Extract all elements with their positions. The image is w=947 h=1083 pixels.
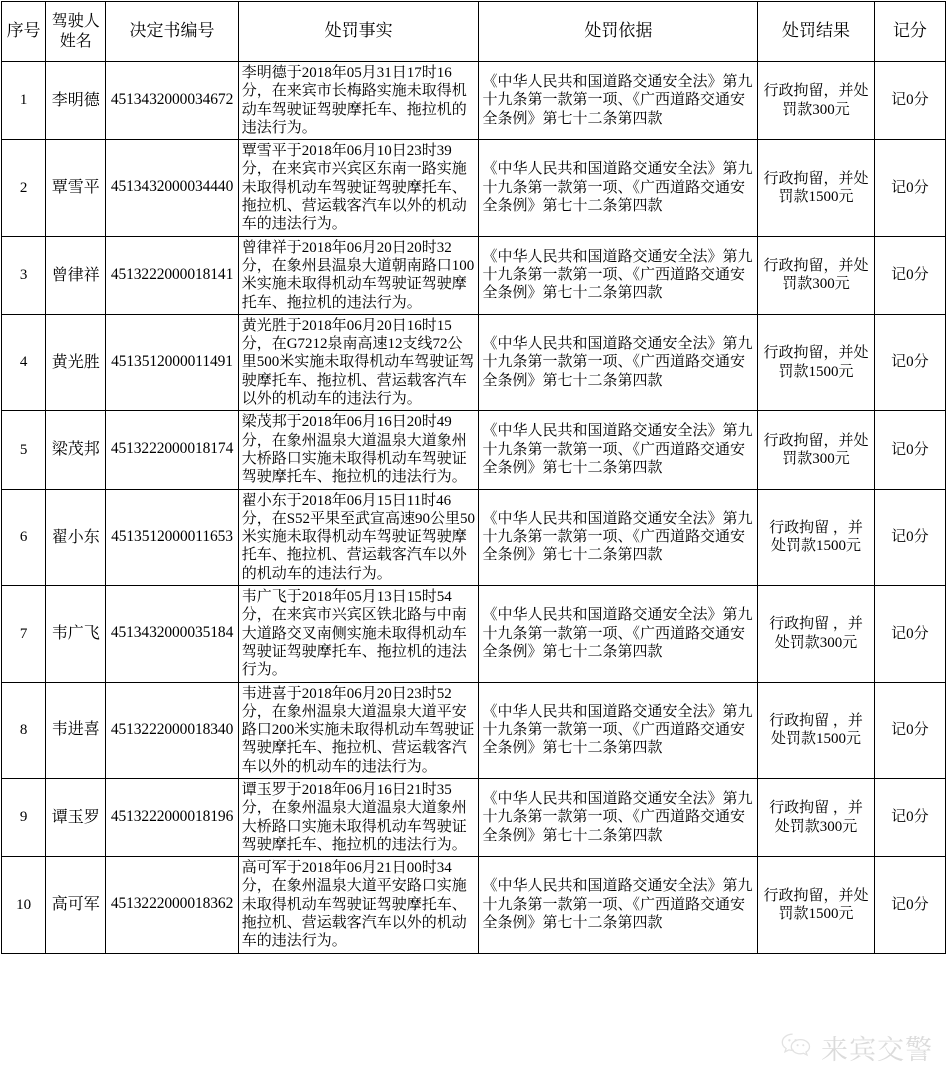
column-header-doc-no: 决定书编号 — [106, 2, 238, 62]
result-line-2: 罚款1500元 — [778, 188, 854, 205]
table-row — [2, 236, 946, 314]
result-line-2: 罚款1500元 — [778, 905, 854, 922]
result-line-2: 罚款300元 — [782, 450, 850, 467]
cell-basis: 《中华人民共和国道路交通安全法》第九十九条第一款第一项、《广西道路交通安全条例》第七十二条第四款 — [479, 682, 758, 778]
table-row — [2, 778, 946, 856]
cell-name: 韦广飞 — [46, 586, 106, 682]
cell-index: 3 — [2, 236, 46, 314]
cell-basis: 《中华人民共和国道路交通安全法》第九十九条第一款第一项、《广西道路交通安全条例》第七十二条第四款 — [479, 236, 758, 314]
cell-score: 记0分 — [874, 489, 945, 585]
cell-fact: 韦进喜于2018年06月20日23时52分，在象州温泉大道温泉大道平安路口200米实施未取得机动车驾驶证驾驶摩托车、拖拉机、营运载客汽车以外的机动车的违法行为。 — [238, 682, 479, 778]
cell-index: 7 — [2, 586, 46, 682]
cell-fact: 覃雪平于2018年06月10日23时39分，在来宾市兴宾区东南一路实施未取得机动车驾驶证驾驶摩托车、拖拉机、营运载客汽车以外的机动车的违法行为。 — [238, 140, 479, 236]
table-header — [2, 2, 946, 62]
cell-name: 黄光胜 — [46, 314, 106, 410]
cell-fact: 李明德于2018年05月31日17时16分，在来宾市长梅路实施未取得机动车驾驶证驾驶摩托车、拖拉机的违法行为。 — [238, 62, 479, 140]
result-line-1: 行政拘留 ，并 — [769, 519, 863, 536]
cell-score: 记0分 — [874, 411, 945, 489]
column-header-name: 驾驶人姓名 — [46, 2, 106, 62]
cell-doc-no: 4513512000011653 — [106, 489, 238, 585]
column-header-basis: 处罚依据 — [479, 2, 758, 62]
cell-result — [758, 778, 874, 856]
cell-index: 1 — [2, 62, 46, 140]
column-header-fact: 处罚事实 — [238, 2, 479, 62]
table-body — [2, 62, 946, 954]
result-line-1: 行政拘留，并处 — [763, 170, 869, 187]
cell-index: 8 — [2, 682, 46, 778]
result-line-1: 行政拘留，并处 — [763, 345, 869, 362]
cell-result — [758, 62, 874, 140]
cell-index: 4 — [2, 314, 46, 410]
result-line-1: 行政拘留，并处 — [763, 887, 869, 904]
column-header-score: 记分 — [874, 2, 945, 62]
table-row — [2, 411, 946, 489]
result-line-1: 行政拘留 ，并 — [769, 800, 863, 817]
cell-basis: 《中华人民共和国道路交通安全法》第九十九条第一款第一项、《广西道路交通安全条例》第七十二条第四款 — [479, 140, 758, 236]
cell-score: 记0分 — [874, 314, 945, 410]
cell-basis: 《中华人民共和国道路交通安全法》第九十九条第一款第一项、《广西道路交通安全条例》第七十二条第四款 — [479, 586, 758, 682]
cell-index: 5 — [2, 411, 46, 489]
cell-result — [758, 489, 874, 585]
cell-name: 梁茂邦 — [46, 411, 106, 489]
cell-fact: 高可军于2018年06月21日00时34分，在象州温泉大道平安路口实施未取得机动车驾驶证驾驶摩托车、拖拉机、营运载客汽车以外的机动车的违法行为。 — [238, 857, 479, 953]
cell-basis: 《中华人民共和国道路交通安全法》第九十九条第一款第一项、《广西道路交通安全条例》第七十二条第四款 — [479, 489, 758, 585]
header-row — [2, 2, 946, 62]
cell-basis: 《中华人民共和国道路交通安全法》第九十九条第一款第一项、《广西道路交通安全条例》第七十二条第四款 — [479, 411, 758, 489]
cell-fact: 梁茂邦于2018年06月16日20时49分，在象州温泉大道温泉大道象州大桥路口实施未取得机动车驾驶证驾驶摩托车、拖拉机的违法行为。 — [238, 411, 479, 489]
cell-fact: 黄光胜于2018年06月20日16时15分，在G7212泉南高速12支线72公里500米实施未取得机动车驾驶证驾驶摩托车、拖拉机、营运载客汽车以外的机动车的违法行为。 — [238, 314, 479, 410]
column-header-result: 处罚结果 — [758, 2, 874, 62]
cell-score: 记0分 — [874, 140, 945, 236]
cell-name: 韦进喜 — [46, 682, 106, 778]
cell-basis: 《中华人民共和国道路交通安全法》第九十九条第一款第一项、《广西道路交通安全条例》第七十二条第四款 — [479, 778, 758, 856]
table-row — [2, 314, 946, 410]
cell-result — [758, 411, 874, 489]
cell-index: 2 — [2, 140, 46, 236]
cell-index: 9 — [2, 778, 46, 856]
wechat-bubbles-icon — [780, 1032, 814, 1063]
table-row — [2, 489, 946, 585]
result-line-1: 行政拘留 ，并 — [769, 712, 863, 729]
cell-index: 10 — [2, 857, 46, 953]
cell-doc-no: 4513432000035184 — [106, 586, 238, 682]
cell-name: 覃雪平 — [46, 140, 106, 236]
result-line-1: 行政拘留，并处 — [763, 432, 869, 449]
cell-score: 记0分 — [874, 778, 945, 856]
table-row — [2, 857, 946, 953]
penalty-table — [1, 1, 946, 954]
cell-doc-no: 4513222000018196 — [106, 778, 238, 856]
cell-name: 谭玉罗 — [46, 778, 106, 856]
cell-doc-no: 4513432000034672 — [106, 62, 238, 140]
cell-score: 记0分 — [874, 586, 945, 682]
cell-doc-no: 4513222000018362 — [106, 857, 238, 953]
cell-doc-no: 4513222000018141 — [106, 236, 238, 314]
cell-basis: 《中华人民共和国道路交通安全法》第九十九条第一款第一项、《广西道路交通安全条例》第七十二条第四款 — [479, 857, 758, 953]
cell-index: 6 — [2, 489, 46, 585]
cell-basis: 《中华人民共和国道路交通安全法》第九十九条第一款第一项、《广西道路交通安全条例》第七十二条第四款 — [479, 62, 758, 140]
column-header-index: 序号 — [2, 2, 46, 62]
result-line-2: 罚款1500元 — [778, 363, 854, 380]
table-row — [2, 682, 946, 778]
cell-result — [758, 140, 874, 236]
table-row — [2, 140, 946, 236]
cell-doc-no: 4513222000018174 — [106, 411, 238, 489]
cell-fact: 翟小东于2018年06月15日11时46分，在S52平果至武宣高速90公里50米实施未取得机动车驾驶证驾驶摩托车、拖拉机、营运载客汽车以外的机动车的违法行为。 — [238, 489, 479, 585]
cell-name: 翟小东 — [46, 489, 106, 585]
cell-name: 李明德 — [46, 62, 106, 140]
cell-fact: 曾律祥于2018年06月20日20时32分，在象州县温泉大道朝南路口100米实施未取得机动车驾驶证驾驶摩托车、拖拉机的违法行为。 — [238, 236, 479, 314]
watermark — [780, 1028, 933, 1067]
result-line-2: 处罚款300元 — [774, 634, 858, 651]
cell-score: 记0分 — [874, 236, 945, 314]
cell-doc-no: 4513512000011491 — [106, 314, 238, 410]
cell-result — [758, 314, 874, 410]
table-row — [2, 586, 946, 682]
cell-basis: 《中华人民共和国道路交通安全法》第九十九条第一款第一项、《广西道路交通安全条例》第七十二条第四款 — [479, 314, 758, 410]
table-row — [2, 62, 946, 140]
cell-fact: 韦广飞于2018年05月13日15时54分，在来宾市兴宾区铁北路与中南大道路交叉南侧实施未取得机动车驾驶证驾驶摩托车、拖拉机的违法行为。 — [238, 586, 479, 682]
cell-name: 高可军 — [46, 857, 106, 953]
result-line-1: 行政拘留，并处 — [763, 83, 869, 100]
cell-result — [758, 857, 874, 953]
result-line-1: 行政拘留 ，并 — [769, 616, 863, 633]
result-line-2: 罚款300元 — [782, 101, 850, 118]
watermark-label: 来宾交警 — [821, 1035, 933, 1065]
cell-result — [758, 236, 874, 314]
cell-score: 记0分 — [874, 682, 945, 778]
result-line-1: 行政拘留，并处 — [763, 257, 869, 274]
cell-doc-no: 4513432000034440 — [106, 140, 238, 236]
cell-fact: 谭玉罗于2018年06月16日21时35分，在象州温泉大道温泉大道象州大桥路口实施未取得机动车驾驶证驾驶摩托车、拖拉机的违法行为。 — [238, 778, 479, 856]
cell-score: 记0分 — [874, 857, 945, 953]
cell-name: 曾律祥 — [46, 236, 106, 314]
result-line-2: 罚款300元 — [782, 276, 850, 293]
cell-result — [758, 682, 874, 778]
cell-result — [758, 586, 874, 682]
result-line-2: 处罚款300元 — [774, 818, 858, 835]
result-line-2: 处罚款1500元 — [771, 731, 862, 748]
result-line-2: 处罚款1500元 — [771, 538, 862, 555]
cell-score: 记0分 — [874, 62, 945, 140]
cell-doc-no: 4513222000018340 — [106, 682, 238, 778]
